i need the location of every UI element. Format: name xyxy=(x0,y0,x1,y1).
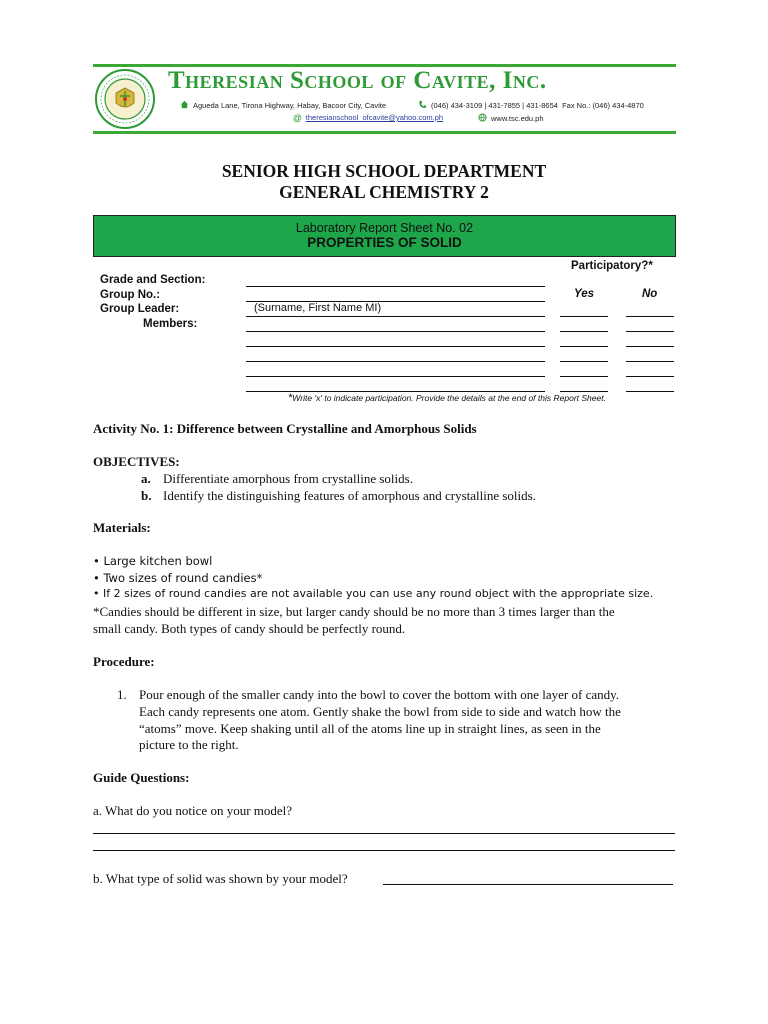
materials-heading: Materials: xyxy=(93,520,151,535)
objectives-heading: OBJECTIVES: xyxy=(93,454,180,469)
leader-hint: (Surname, First Name MI) xyxy=(254,302,382,314)
report-topic: PROPERTIES OF SOLID xyxy=(307,235,462,250)
materials-note: *Candies should be different in size, but larger candy should be no more than 3 times larger than the xyxy=(93,604,615,619)
email-row xyxy=(293,113,443,122)
no-field[interactable] xyxy=(626,331,674,332)
report-banner xyxy=(93,215,676,257)
department-title: SENIOR HIGH SCHOOL DEPARTMENT xyxy=(221,161,547,181)
objective-item: Differentiate amorphous from crystalline solids. xyxy=(163,471,413,486)
question-b: b. What type of solid was shown by your model? xyxy=(93,871,348,886)
yes-header: Yes xyxy=(574,288,595,300)
participation-footnote xyxy=(288,392,606,404)
phone-icon xyxy=(418,100,427,109)
school-name: Theresian School of Cavite, Inc. xyxy=(168,67,547,94)
globe-icon xyxy=(478,113,487,122)
letterhead xyxy=(93,64,676,134)
phone-row xyxy=(418,100,644,110)
objective-item: Identify the distinguishing features of amorphous and crystalline solids. xyxy=(163,488,536,503)
group-leader-label: Group Leader: xyxy=(100,303,180,315)
no-field[interactable] xyxy=(626,376,674,377)
address-row xyxy=(180,100,386,110)
objective-marker: a. xyxy=(141,471,151,486)
procedure-heading: Procedure: xyxy=(93,654,155,669)
procedure-line: Pour enough of the smaller candy into the bowl to cover the bottom with one layer of candy. xyxy=(139,687,620,702)
group-no-label: Group No.: xyxy=(100,289,161,301)
material-item: • Two sizes of round candies* xyxy=(93,571,263,585)
address: Agueda Lane, Tirona Highway, Habay, Bacoor City, Cavite xyxy=(193,101,387,110)
subject-title: GENERAL CHEMISTRY 2 xyxy=(279,182,489,202)
answer-line[interactable] xyxy=(93,833,675,834)
member-field[interactable] xyxy=(246,376,545,377)
procedure-line: “atoms” move. Keep shaking until all of the atoms line up in straight lines, as seen in the xyxy=(139,721,601,736)
website-row xyxy=(478,113,544,123)
phone-numbers: (046) 434-3109 | 431-7855 | 431-8654 xyxy=(431,101,558,110)
at-sign-icon: @ xyxy=(293,113,302,123)
sheet-number: Laboratory Report Sheet No. 02 xyxy=(295,221,474,235)
procedure-line: Each candy represents one atom. Gently shake the bowl from side to side and watch how the xyxy=(139,704,621,719)
member-field[interactable] xyxy=(246,361,545,362)
no-header: No xyxy=(642,288,658,300)
fax-number: Fax No.: (046) 434-4870 xyxy=(562,101,644,110)
grade-section-field[interactable] xyxy=(246,286,545,287)
footnote-text: Write 'x' to indicate participation. Provide the details at the end of this Report Sheet. xyxy=(292,393,606,403)
objective-marker: b. xyxy=(141,488,152,503)
activity-title: Activity No. 1: Difference between Crystalline and Amorphous Solids xyxy=(93,421,477,436)
no-field[interactable] xyxy=(626,346,674,347)
website[interactable]: www.tsc.edu.ph xyxy=(491,114,544,123)
group-leader-field[interactable] xyxy=(246,316,545,317)
material-item: • Large kitchen bowl xyxy=(93,554,213,568)
home-icon xyxy=(180,100,189,109)
school-seal-icon xyxy=(95,69,155,129)
yes-field[interactable] xyxy=(560,376,608,377)
yes-field[interactable] xyxy=(560,346,608,347)
email[interactable]: theresianschool_ofcavite@yahoo.com.ph xyxy=(305,113,444,122)
member-field[interactable] xyxy=(246,331,545,332)
material-item: • If 2 sizes of round candies are not available you can use any round object with the appropriate size. xyxy=(93,587,654,600)
procedure-line: picture to the right. xyxy=(139,737,239,752)
guide-questions-heading: Guide Questions: xyxy=(93,770,190,785)
question-a: a. What do you notice on your model? xyxy=(93,803,293,818)
materials-note: small candy. Both types of candy should be perfectly round. xyxy=(93,621,406,636)
answer-line[interactable] xyxy=(383,884,673,885)
no-field[interactable] xyxy=(626,316,674,317)
yes-field[interactable] xyxy=(560,331,608,332)
footnote-mark: * xyxy=(288,392,293,404)
grade-section-label: Grade and Section: xyxy=(100,274,206,286)
participatory-label: Participatory?* xyxy=(571,260,653,272)
no-field[interactable] xyxy=(626,361,674,362)
member-field[interactable] xyxy=(246,346,545,347)
procedure-marker: 1. xyxy=(117,687,127,702)
yes-field[interactable] xyxy=(560,316,608,317)
no-field[interactable] xyxy=(626,391,674,392)
answer-line[interactable] xyxy=(93,850,675,851)
members-label: Members: xyxy=(143,318,198,330)
yes-field[interactable] xyxy=(560,361,608,362)
